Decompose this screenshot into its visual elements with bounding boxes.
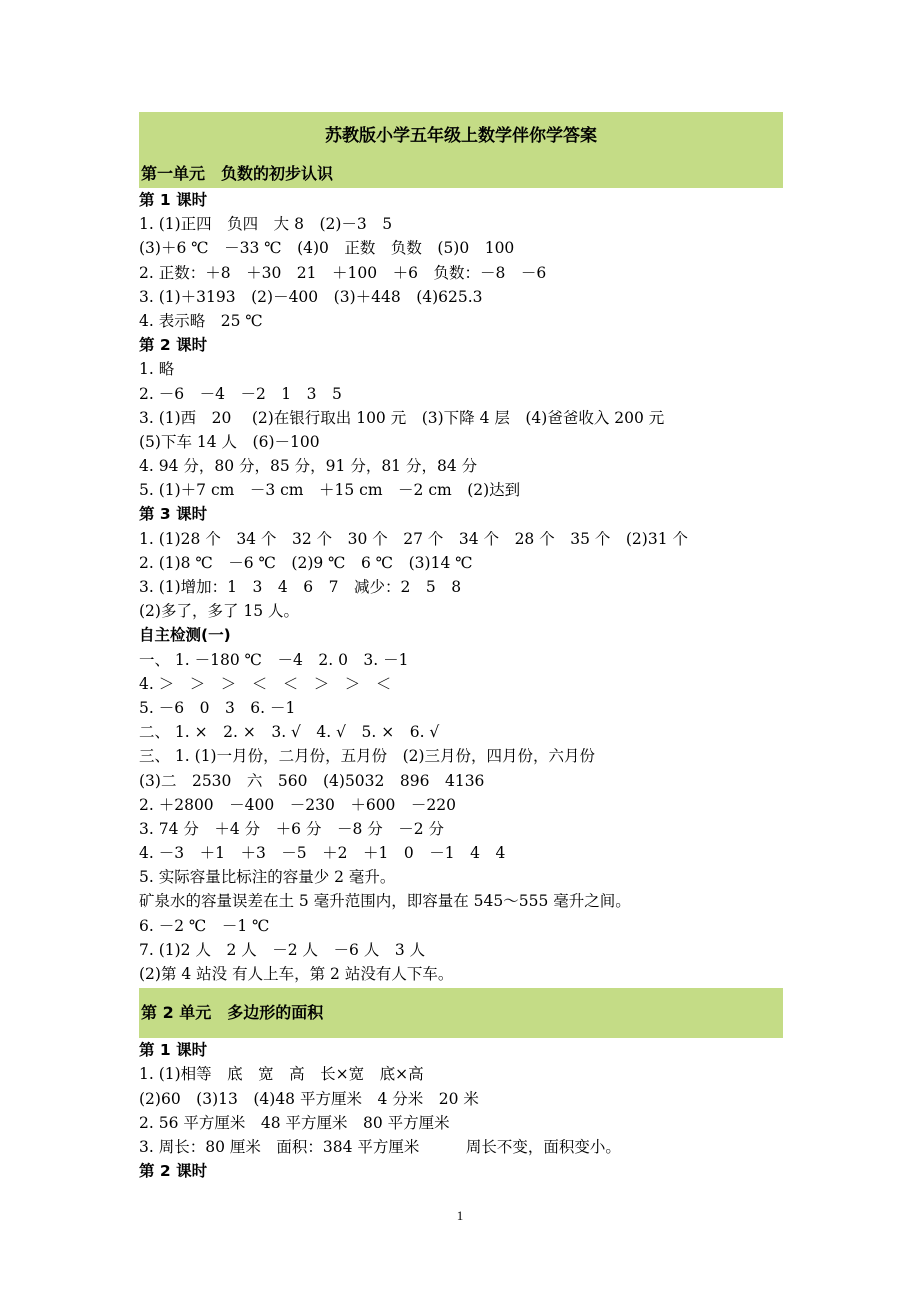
page-number: 1: [456, 1208, 464, 1223]
answer-line: 二、 1. × 2. × 3. √ 4. √ 5. × 6. √: [139, 723, 440, 742]
answer-line: 4. 表示略 25 ℃: [139, 311, 263, 330]
section-heading: 第 2 课时: [139, 336, 208, 355]
section-heading: 第 3 课时: [139, 505, 208, 524]
document-body: [139, 112, 783, 1183]
answer-line: 1. (1)相等 底 宽 高 长×宽 底×高: [139, 1065, 424, 1084]
answer-line: 1. (1)28 个 34 个 32 个 30 个 27 个 34 个 28 个 35 个 (2)31 个: [139, 529, 688, 548]
section-heading: 第 1 课时: [139, 191, 208, 209]
answer-line: 5. 实际容量比标注的容量少 2 毫升。: [139, 868, 396, 887]
answer-line: 2. 56 平方厘米 48 平方厘米 80 平方厘米: [139, 1113, 450, 1132]
answer-line: 6. －2 ℃ －1 ℃: [139, 916, 270, 935]
answer-line: 3. (1)＋3193 (2)－400 (3)＋448 (4)625.3: [139, 287, 483, 306]
answer-line: (2)多了，多了 15 人。: [139, 602, 300, 621]
answer-line: 1. 略: [139, 360, 175, 379]
answer-line: 4. 94 分，80 分，85 分，91 分，81 分，84 分: [139, 457, 478, 476]
answer-line: (3)＋6 ℃ －33 ℃ (4)0 正数 负数 (5)0 100: [139, 239, 515, 258]
answer-line: (5)下车 14 人 (6)－100: [139, 432, 320, 451]
answer-line: 4. －3 ＋1 ＋3 －5 ＋2 ＋1 0 －1 4 4: [139, 844, 506, 863]
answer-line: 3. 周长：80 厘米 面积：384 平方厘米 周长不变，面积变小。: [139, 1137, 621, 1156]
answer-line: 3. 74 分 ＋4 分 ＋6 分 －8 分 －2 分: [139, 819, 445, 838]
answer-line: 2. 正数：＋8 ＋30 21 ＋100 ＋6 负数：－8 －6: [139, 263, 547, 282]
unit-heading: 第一单元 负数的初步认识: [139, 160, 783, 188]
answer-line: 1. (1)正四 负四 大 8 (2)－3 5: [139, 215, 393, 234]
answer-line: 5. (1)＋7 cm －3 cm ＋15 cm －2 cm (2)达到: [139, 481, 521, 500]
answer-line: (2)第 4 站没 有人上车，第 2 站没有人下车。: [139, 965, 454, 983]
answer-line: 4. ＞ ＞ ＞ ＜ ＜ ＞ ＞ ＜: [139, 674, 392, 693]
section-heading: 自主检测(一): [139, 626, 231, 645]
section-heading: 第 2 课时: [139, 1162, 208, 1181]
answer-line: 三、 1. (1)一月份，二月份，五月份 (2)三月份，四月份，六月份: [139, 747, 596, 766]
units-container: [139, 160, 783, 1183]
answer-line: 2. －6 －4 －2 1 3 5: [139, 384, 342, 403]
answer-line: 5. －6 0 3 6. －1: [139, 698, 296, 717]
answer-line: (2)60 (3)13 (4)48 平方厘米 4 分米 20 米: [139, 1089, 479, 1108]
answer-line: 一、 1. －180 ℃ －4 2. 0 3. －1: [139, 650, 409, 669]
answer-line: 7. (1)2 人 2 人 －2 人 －6 人 3 人: [139, 940, 426, 959]
answer-line: (3)二 2530 六 560 (4)5032 896 4136: [139, 771, 485, 790]
document-title: 苏教版小学五年级上数学伴你学答案: [139, 112, 783, 160]
section-heading: 第 1 课时: [139, 1041, 208, 1060]
answer-line: 3. (1)西 20 (2)在银行取出 100 元 (3)下降 4 层 (4)爸爸收入 200 元: [139, 408, 665, 427]
answer-line: 2. (1)8 ℃ －6 ℃ (2)9 ℃ 6 ℃ (3)14 ℃: [139, 553, 473, 572]
answer-line: 矿泉水的容量误差在土 5 毫升范围内，即容量在 545～555 毫升之间。: [139, 892, 631, 911]
answer-line: 2. ＋2800 －400 －230 ＋600 －220: [139, 795, 457, 814]
answer-line: 3. (1)增加：1 3 4 6 7 减少：2 5 8: [139, 578, 462, 596]
unit-heading: 第 2 单元 多边形的面积: [139, 988, 783, 1038]
